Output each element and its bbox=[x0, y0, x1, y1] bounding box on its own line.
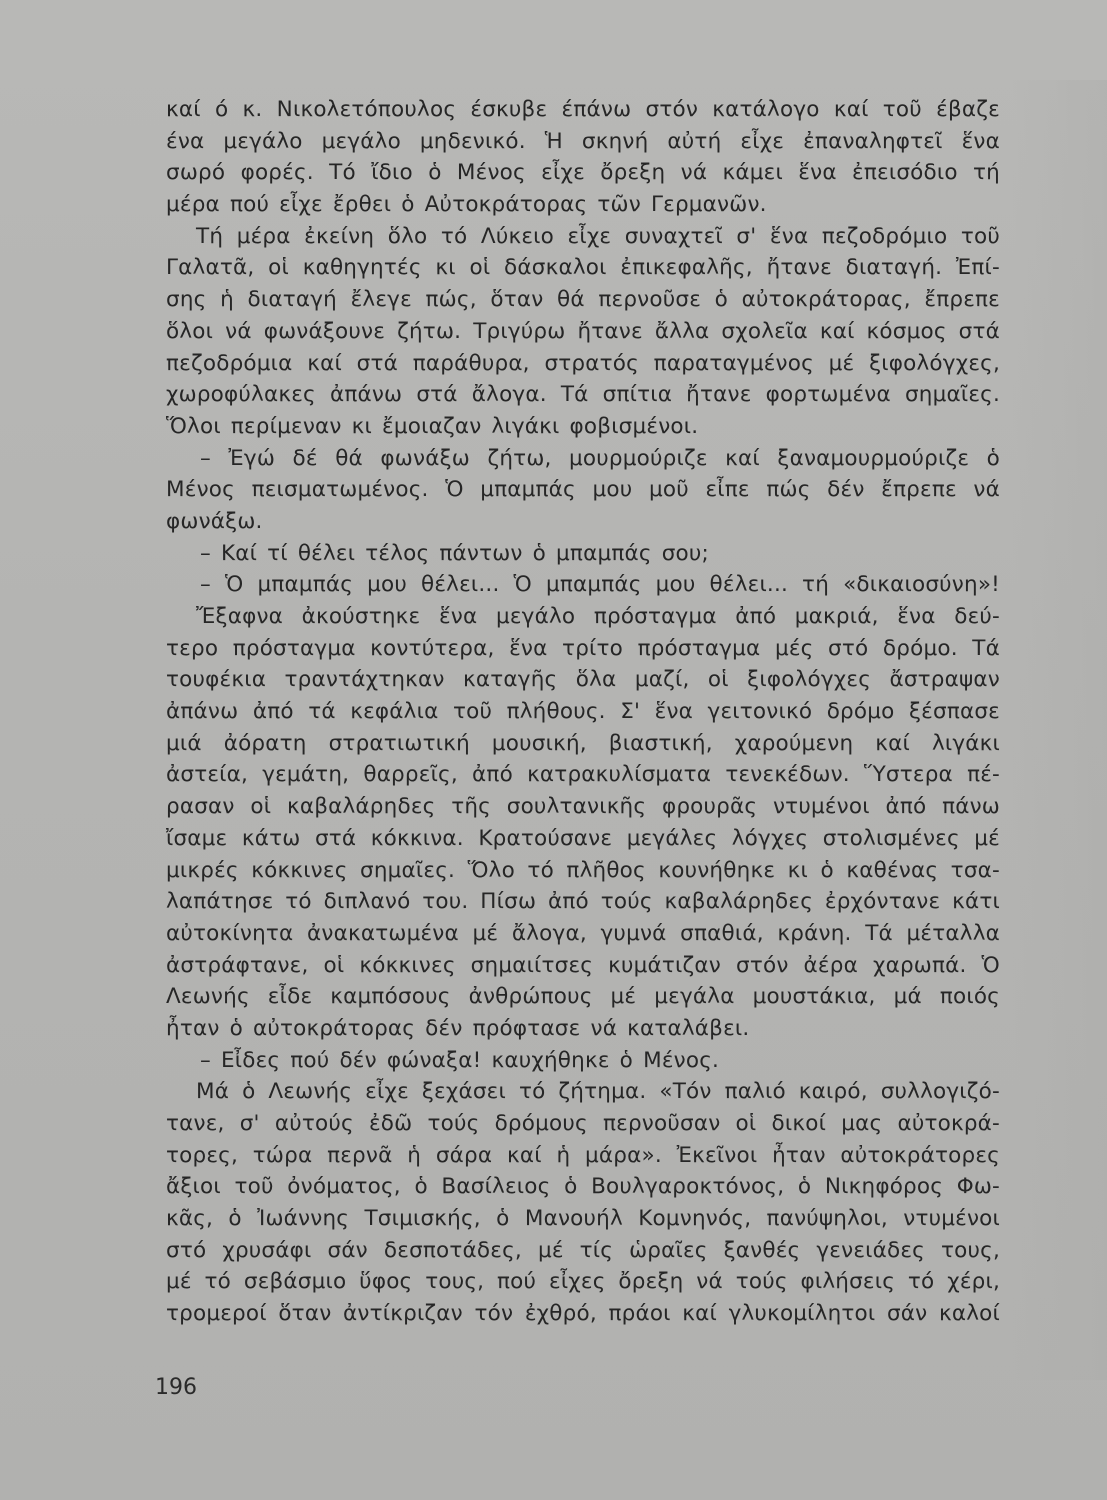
text-line: σωρό φορές. Τό ἴδιο ὁ Μένος εἶχε ὄρεξη νά κάμει ἕνα ἐπεισόδιο τή bbox=[166, 160, 1000, 186]
text-line: σης ἡ διαταγή ἔλεγε πώς, ὅταν θά περνοῦσε ὁ αὐτοκράτορας, ἔπρεπε bbox=[166, 287, 1000, 313]
text-line: μέρα πού εἶχε ἔρθει ὁ Αὐτοκράτορας τῶν Γερμανῶν. bbox=[166, 192, 767, 218]
text-line: καί ό κ. Νικολετόπουλος έσκυβε έπάνω στόν κατάλογο καί τοῦ έβαζε bbox=[166, 97, 1000, 122]
text-line: Ἔξαφνα ἀκούστηκε ἕνα μεγάλο πρόσταγμα ἀπό μακριά, ἕνα δεύ- bbox=[196, 604, 1000, 629]
text-line: ἀστράφτανε, οἱ κόκκινες σημαιίτσες κυμάτιζαν στόν ἀέρα χαρωπά. Ὁ bbox=[166, 952, 1000, 978]
text-line: μέ τό σεβάσμιο ὕφος τους, πού εἶχες ὄρεξη νά τούς φιλήσεις τό χέρι, bbox=[166, 1269, 1000, 1295]
text-line: Μένος πεισματωμένος. Ὁ μπαμπάς μου μοῦ εἶπε πώς δέν ἔπρεπε νά bbox=[166, 477, 1000, 503]
text-line: ἀπάνω ἀπό τά κεφάλια τοῦ πλήθους. Σ' ἕνα γειτονικό δρόμο ξέσπασε bbox=[166, 699, 1000, 725]
text-line: τρομεροί ὅταν ἀντίκριζαν τόν ἐχθρό, πράοι καί γλυκομίλητοι σάν καλοί bbox=[166, 1301, 1000, 1327]
text-line: – Ἐγώ δέ θά φωνάξω ζήτω, μουρμούριζε καί ξαναμουρμούριζε ὁ bbox=[200, 445, 1000, 471]
text-line: Τή μέρα ἐκείνη ὅλο τό Λύκειο εἶχε συναχτεῖ σ' ἕνα πεζοδρόμιο τοῦ bbox=[196, 223, 1000, 249]
text-line: ρασαν οἱ καβαλάρηδες τῆς σουλτανικῆς φρουρᾶς ντυμένοι ἀπό πάνω bbox=[166, 794, 1000, 820]
text-line: τουφέκια τραντάχτηκαν καταγῆς ὅλα μαζί, οἱ ξιφολόγχες ἄστραψαν bbox=[166, 667, 1000, 693]
text-line: – Ὁ μπαμπάς μου θέλει... Ὁ μπαμπάς μου θέλει... τή «δικαιοσύνη»! bbox=[200, 572, 1000, 598]
text-line: φωνάξω. bbox=[166, 508, 263, 534]
text-line: ἄξιοι τοῦ ὀνόματος, ὁ Βασίλειος ὁ Βουλγαροκτόνος, ὁ Νικηφόρος Φω- bbox=[166, 1174, 1000, 1200]
text-line: τορες, τώρα περνᾶ ἡ σάρα καί ἡ μάρα». Ἐκεῖνοι ἦταν αὐτοκράτορες bbox=[166, 1142, 1000, 1168]
text-line: μικρές κόκκινες σημαῖες. Ὅλο τό πλῆθος κουνήθηκε κι ὁ καθένας τσα- bbox=[166, 857, 1000, 883]
text-line: – Καί τί θέλει τέλος πάντων ὁ μπαμπάς σου; bbox=[200, 540, 709, 566]
page-number: 196 bbox=[155, 1375, 197, 1400]
text-line: ἀστεία, γεμάτη, θαρρεῖς, ἀπό κατρακυλίσματα τενεκέδων. Ὕστερα πέ- bbox=[166, 762, 1000, 788]
text-line: ένα μεγάλο μεγάλο μηδενικό. Ἡ σκηνή αὐτή εἶχε ἐπαναληφτεῖ ἕνα bbox=[166, 128, 1000, 154]
text-line: τανε, σ' αὐτούς ἐδῶ τούς δρόμους περνοῦσαν οἱ δικοί μας αὐτοκρά- bbox=[166, 1111, 1000, 1136]
text-line: – Εἶδες πού δέν φώναξα! καυχήθηκε ὁ Μένος. bbox=[200, 1047, 720, 1073]
text-line: Ὅλοι περίμεναν κι ἔμοιαζαν λιγάκι φοβισμένοι. bbox=[166, 413, 699, 439]
text-line: χωροφύλακες ἀπάνω στά ἄλογα. Τά σπίτια ἤτανε φορτωμένα σημαῖες. bbox=[166, 382, 1000, 408]
text-line: κᾶς, ὁ Ἰωάννης Τσιμισκής, ὁ Μανουήλ Κομνηνός, πανύψηλοι, ντυμένοι bbox=[166, 1206, 1000, 1232]
paper-shadow bbox=[1012, 80, 1107, 1380]
text-line: τερο πρόσταγμα κοντύτερα, ἕνα τρίτο πρόσταγμα μές στό δρόμο. Τά bbox=[166, 635, 1000, 661]
text-line: αὐτοκίνητα ἀνακατωμένα μέ ἄλογα, γυμνά σπαθιά, κράνη. Τά μέταλλα bbox=[166, 920, 1000, 946]
text-line: ἦταν ὁ αὐτοκράτορας δέν πρόφτασε νά καταλάβει. bbox=[166, 1015, 750, 1041]
body-text bbox=[166, 94, 1000, 1330]
text-line: Γαλατᾶ, οἱ καθηγητές κι οἱ δάσκαλοι ἐπικεφαλῆς, ἤτανε διαταγή. Ἐπί- bbox=[166, 255, 1000, 281]
text-line: πεζοδρόμια καί στά παράθυρα, στρατός παραταγμένος μέ ξιφολόγχες, bbox=[166, 350, 1000, 376]
text-line: μιά ἀόρατη στρατιωτική μουσική, βιαστική, χαρούμενη καί λιγάκι bbox=[166, 730, 1000, 756]
text-line: ὅλοι νά φωνάξουνε ζήτω. Τριγύρω ἤτανε ἄλλα σχολεῖα καί κόσμος στά bbox=[166, 318, 1000, 344]
text-line: στό χρυσάφι σάν δεσποτάδες, μέ τίς ὡραῖες ξανθές γενειάδες τους, bbox=[166, 1237, 1000, 1263]
text-line: λαπάτησε τό διπλανό του. Πίσω ἀπό τούς καβαλάρηδες ἐρχόντανε κάτι bbox=[166, 889, 1000, 915]
text-line: Μά ὁ Λεωνής εἶχε ξεχάσει τό ζήτημα. «Τόν παλιό καιρό, συλλογιζό- bbox=[196, 1079, 1000, 1105]
text-line: ἴσαμε κάτω στά κόκκινα. Κρατούσανε μεγάλες λόγχες στολισμένες μέ bbox=[166, 825, 1000, 851]
text-line: Λεωνής εἶδε καμπόσους ἀνθρώπους μέ μεγάλα μουστάκια, μά ποιός bbox=[166, 984, 1000, 1010]
